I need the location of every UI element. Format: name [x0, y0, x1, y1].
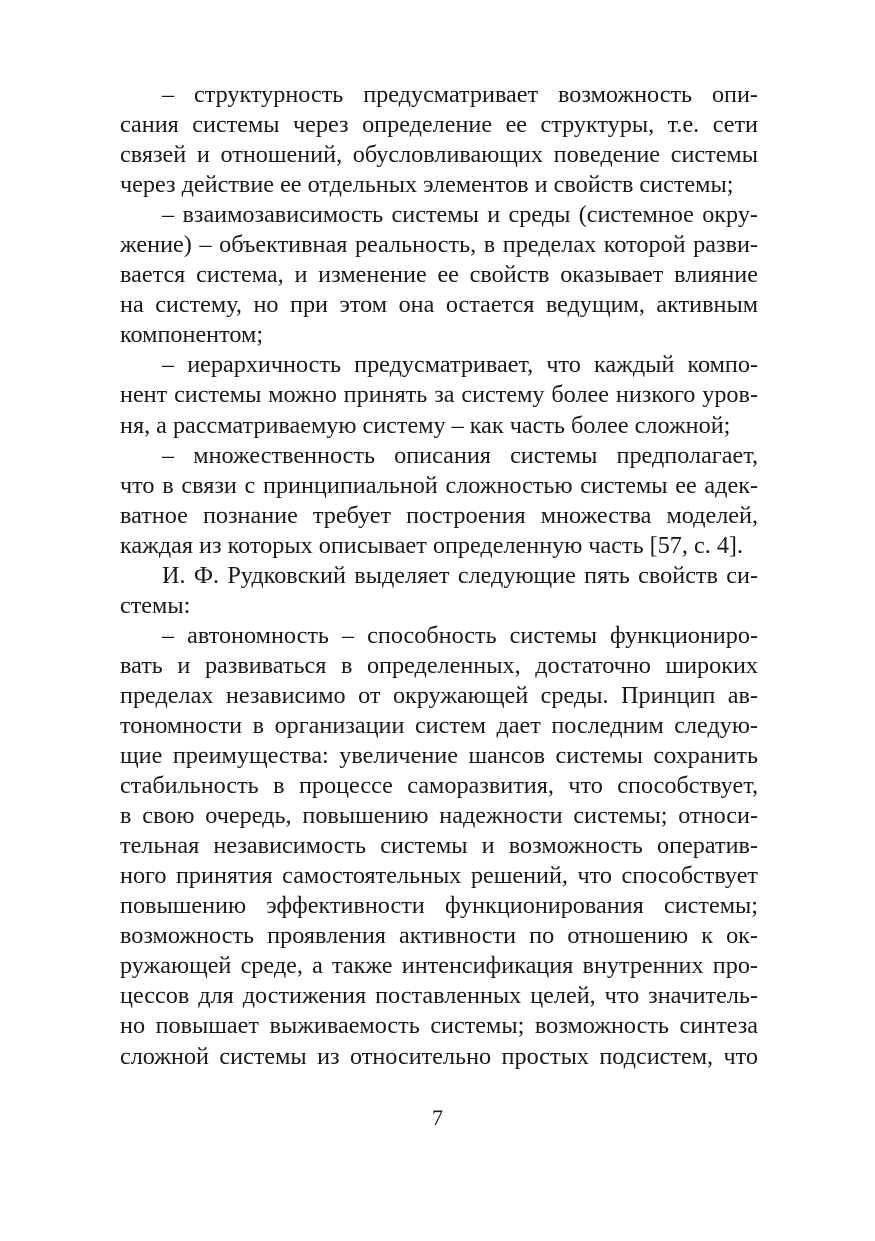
- text-line: ня, а рассматриваемую систему – как часть более сложной;: [120, 411, 731, 439]
- paragraph-autonomy: [120, 621, 758, 1072]
- text-line: стемы:: [120, 591, 191, 619]
- text-line: компонентом;: [120, 321, 264, 349]
- text-line: вается система, и изменение ее свойств оказывает влияние: [120, 261, 758, 289]
- paragraph-multiplicity: [120, 441, 758, 561]
- page-number: 7: [432, 1105, 443, 1130]
- text-line: каждая из которых описывает определенную часть [57, с. 4].: [120, 531, 744, 559]
- text-line: – множественность описания системы предполагает,: [162, 441, 758, 469]
- text-line: цессов для достижения поставленных целей, что значитель-: [120, 982, 758, 1010]
- text-line: возможность проявления активности по отношению к ок-: [120, 922, 758, 950]
- paragraph-rudkovsky-intro: [120, 561, 758, 621]
- text-line: – структурность предусматривает возможность опи-: [162, 81, 758, 108]
- text-line: нент системы можно принять за систему более низкого уров-: [120, 381, 758, 409]
- text-line: – иерархичность предусматривает, что каждый компо-: [162, 351, 758, 379]
- text-line: повышению эффективности функционирования системы;: [120, 892, 758, 920]
- text-line: в свою очередь, повышению надежности системы; относи-: [120, 802, 758, 830]
- text-line: ружающей среде, а также интенсификация внутренних про-: [120, 952, 758, 980]
- text-line: на систему, но при этом она остается ведущим, активным: [120, 291, 758, 319]
- text-line: И. Ф. Рудковский выделяет следующие пять свойств си-: [162, 561, 758, 589]
- text-line: сания системы через определение ее структуры, т.е. сети: [120, 111, 758, 139]
- text-line: тельная независимость системы и возможность оператив-: [120, 832, 758, 860]
- paragraph-structurality: [120, 80, 758, 200]
- text-line: что в связи с принципиальной сложностью системы ее адек-: [120, 471, 758, 499]
- text-line: стабильность в процессе саморазвития, что способствует,: [120, 772, 758, 800]
- text-line: тономности в организации систем дает последним следую-: [120, 711, 758, 739]
- paragraph-hierarchy: [120, 350, 758, 440]
- text-line: – взаимозависимость системы и среды (системное окру-: [162, 201, 758, 229]
- text-line: вать и развиваться в определенных, достаточно широких: [120, 651, 758, 679]
- text-line: через действие ее отдельных элементов и свойств системы;: [120, 171, 734, 199]
- text-line: ватное познание требует построения множества моделей,: [120, 501, 758, 529]
- text-line: сложной системы из относительно простых подсистем, что: [120, 1042, 758, 1070]
- text-line: жение) – объективная реальность, в пределах которой разви-: [120, 231, 758, 259]
- text-line: – автономность – способность системы функциониро-: [162, 621, 758, 649]
- text-line: но повышает выживаемость системы; возможность синтеза: [120, 1012, 758, 1040]
- text-line: щие преимущества: увеличение шансов системы сохранить: [120, 742, 758, 770]
- text-line: связей и отношений, обусловливающих поведение системы: [120, 141, 758, 169]
- paragraph-interdependence: [120, 200, 758, 350]
- text-line: пределах независимо от окружающей среды. Принцип ав-: [120, 681, 758, 709]
- text-line: ного принятия самостоятельных решений, что способствует: [120, 862, 758, 890]
- body-text: [120, 80, 758, 1072]
